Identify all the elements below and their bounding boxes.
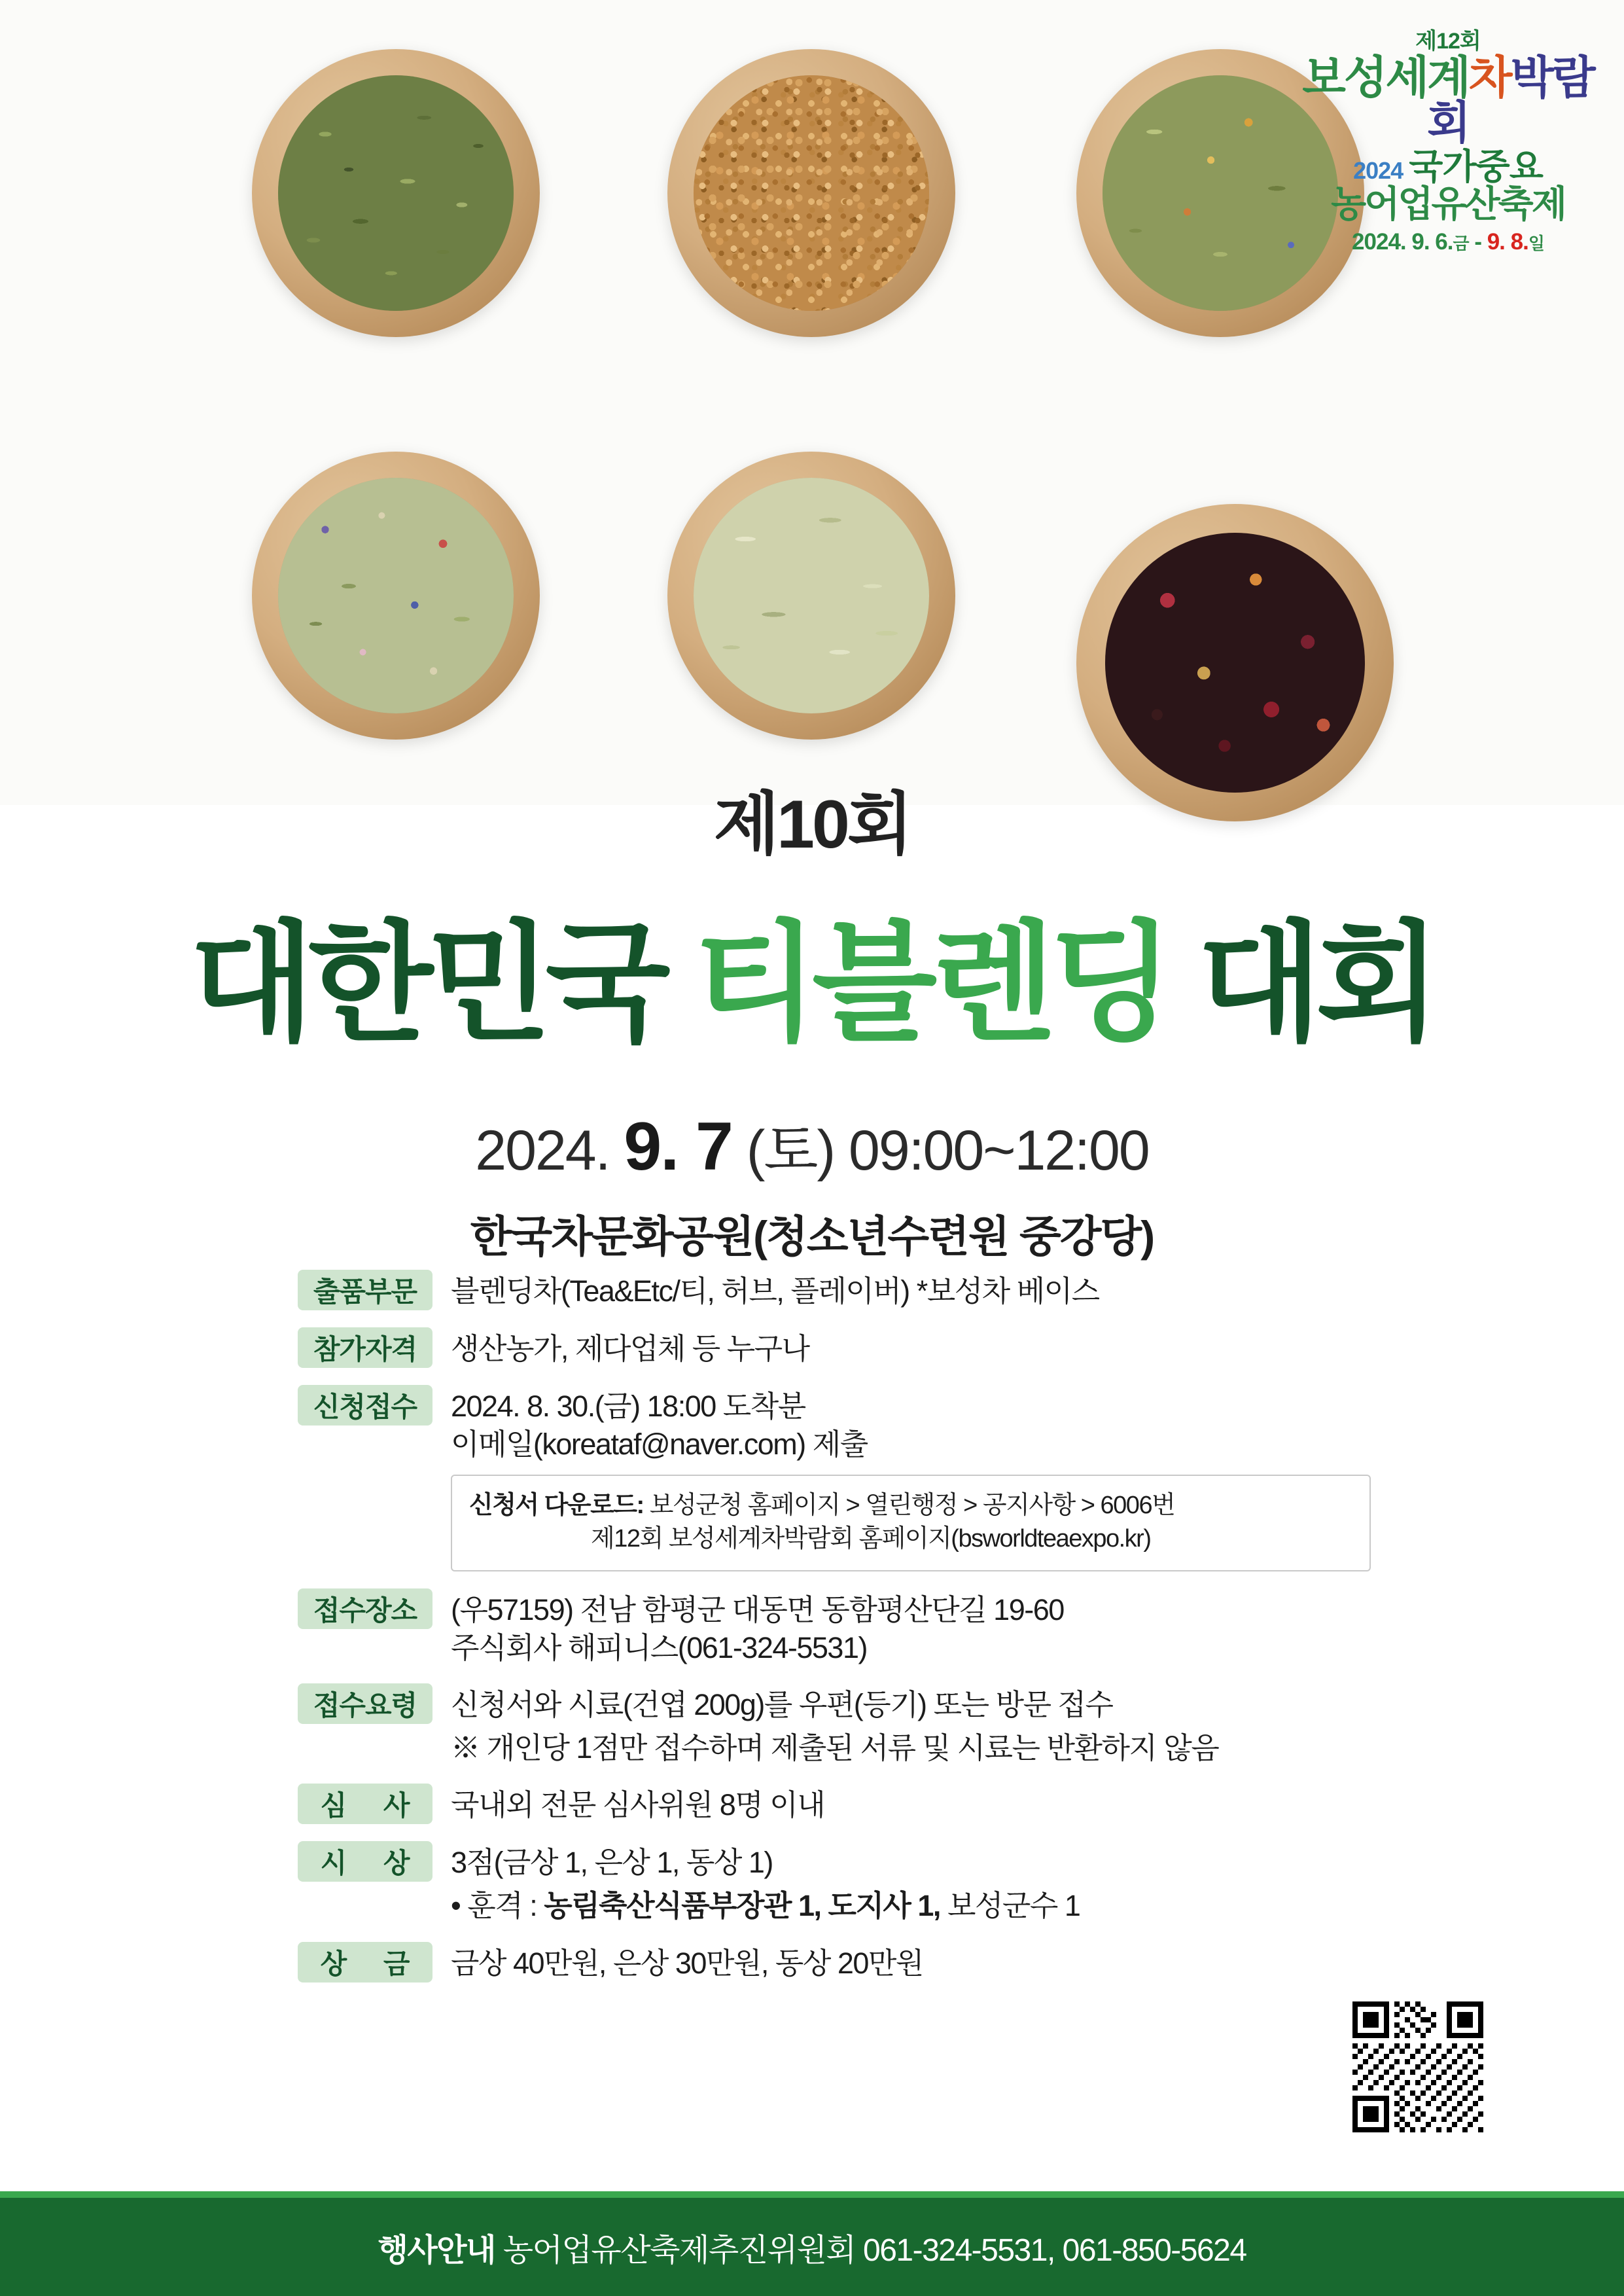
info-value [451,1841,1371,1924]
event-weekday: (토) [746,1119,835,1182]
info-table [298,1270,1371,2000]
tea-bowls-photo [0,0,1624,805]
bowl-contents [694,478,930,714]
expo-date-end: 9. 8. [1487,229,1528,255]
info-value [451,1784,1371,1824]
bowl-contents [278,75,514,312]
info-line: 생산농가, 제다업체 등 누구나 [451,1332,809,1365]
tea-bowl-grain [667,49,955,337]
expo-heritage-text2: 농어업유산축제 [1331,183,1565,224]
expo-date-start: 2024. 9. 6. [1352,229,1453,255]
info-line: 3점(금상 1, 은상 1, 동상 1) [451,1846,773,1880]
expo-name-part2: 차 [1468,52,1511,103]
bowl-contents [694,75,930,312]
event-date-md: 9. 7 [624,1109,732,1185]
info-row-eligibility [298,1327,1371,1368]
info-line: 국내외 전문 심사위원 8명 이내 [451,1788,825,1822]
title-part1: 대한민국 [189,911,664,1056]
event-venue: 한국차문화공원(청소년수련원 중강당) [470,1212,1154,1261]
info-row-location [298,1588,1371,1666]
info-row-category [298,1270,1371,1310]
info-tag: 접수장소 [298,1588,432,1629]
tea-texture-confetti [278,478,514,714]
info-tag: 접수요령 [298,1683,432,1724]
download-label: 신청서 다운로드: [469,1492,644,1520]
footer-label: 행사안내 [378,2233,495,2268]
tea-bowl-green-leaf [252,49,540,337]
qr-code[interactable] [1352,2001,1483,2132]
footer-text: 농어업유산축제추진위원회 061-324-5531, 061-850-5624 [495,2233,1246,2268]
info-row-application [298,1385,1371,1571]
title-block [0,769,1624,1264]
expo-logo [1294,30,1602,253]
footer-contact [378,2225,1246,2270]
info-line: 신청서와 시료(건엽 200g)를 우편(등기) 또는 방문 접수 [451,1688,1113,1722]
event-time: 09:00~12:00 [849,1119,1149,1182]
download-line2: 제12회 보성세계차박람회 홈페이지(bsworldteaexpo.kr) [591,1525,1151,1553]
info-value [451,1588,1371,1666]
info-tag: 심 사 [298,1784,432,1824]
title-part2: 티블렌딩 [693,911,1168,1056]
info-tag: 시 상 [298,1841,432,1882]
tea-texture-green [278,75,514,312]
expo-date-start-day: 금 [1453,234,1469,253]
award-bullet-suffix: 보성군수 1 [940,1888,1080,1922]
tea-texture-berry [1105,533,1366,793]
award-bullet-bold: 농림축산식품부장관 1, 도지사 1, [544,1888,940,1922]
info-row-awards [298,1841,1371,1924]
qr-code-image [1352,2001,1483,2132]
download-info-box [451,1475,1371,1571]
expo-heritage-text1: 국가중요 [1409,147,1543,187]
tea-bowl-confetti [252,452,540,740]
expo-name-part1: 보성세계 [1302,52,1469,103]
expo-date-dash: - [1474,229,1481,255]
expo-name-part3: 박람회 [1427,52,1594,148]
info-row-procedure [298,1683,1371,1767]
expo-heritage-line1 [1294,149,1602,185]
expo-name [1294,52,1602,148]
award-bullet-prefix: • 훈격 : [451,1888,544,1922]
tea-texture-pale-herb [694,478,930,714]
page-title [0,879,1624,1066]
expo-date-range [1294,230,1602,253]
info-value [451,1327,1371,1368]
info-line: 블렌딩차(Tea&Etc/티, 허브, 플레이버) *보성차 베이스 [451,1274,1099,1308]
info-value [451,1270,1371,1310]
event-edition: 제10회 [713,787,911,863]
info-line: 주식회사 해피니스(061-324-5531) [451,1630,867,1664]
info-row-judging [298,1784,1371,1824]
info-line: (우57159) 전남 함평군 대동면 동함평산단길 19-60 [451,1593,1064,1626]
expo-year: 2024 [1353,157,1403,184]
download-line1 [469,1489,1352,1522]
event-date-year: 2024. [475,1119,610,1182]
procedure-note: ※ 개인당 1점만 접수하며 제출된 서류 및 시료는 반환하지 않음 [451,1731,1219,1765]
title-part3: 대회 [1197,911,1435,1056]
info-tag: 출품부문 [298,1270,432,1310]
expo-edition: 제12회 [1415,29,1481,54]
download-path: 보성군청 홈페이지 > 열린행정 > 공지사항 > 6006번 [643,1492,1175,1520]
info-line: 금상 40만원, 은상 30만원, 동상 20만원 [451,1946,923,1980]
expo-heritage-line2 [1294,183,1602,224]
award-bullet [451,1887,1371,1925]
info-tag: 상 금 [298,1942,432,1982]
tea-bowl-pale-herb [667,452,955,740]
info-value [451,1683,1371,1767]
event-datetime [0,1105,1624,1186]
footer-divider [0,2191,1624,2198]
info-line: 이메일(koreataf@naver.com) 제출 [451,1427,868,1461]
info-value [451,1942,1371,1982]
bowl-contents [278,478,514,714]
info-tag: 참가자격 [298,1327,432,1368]
expo-date-end-day: 일 [1528,234,1544,253]
info-row-prize [298,1942,1371,1982]
info-tag: 신청접수 [298,1385,432,1426]
info-line: 2024. 8. 30.(금) 18:00 도착분 [451,1390,805,1423]
footer-bar [0,2198,1624,2296]
bowl-contents [1105,533,1366,793]
info-value [451,1385,1371,1571]
tea-texture-grain [694,75,930,312]
